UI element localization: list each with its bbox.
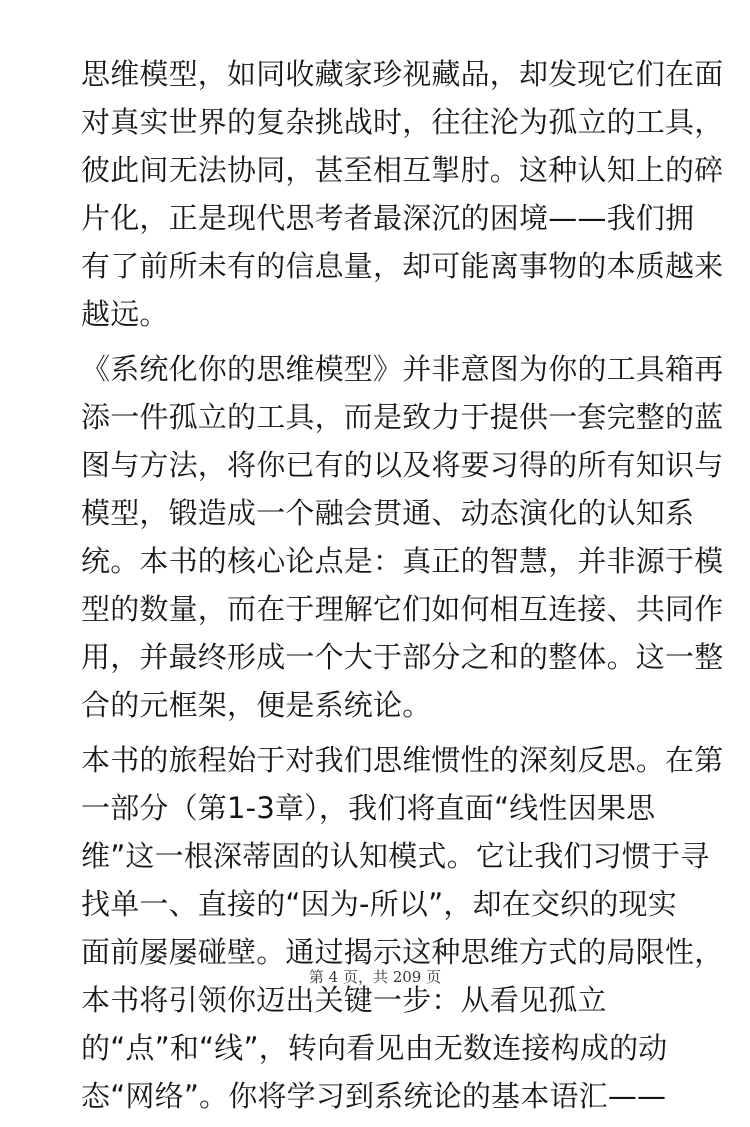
text-line: 对真实世界的复杂挑战时，往往沦为孤立的工具，: [81, 105, 724, 139]
text-line: 图与方法，将你已有的以及将要习得的所有知识与: [81, 448, 724, 482]
text-line: 《系统化你的思维模型》并非意图为你的工具箱再: [81, 352, 724, 386]
paragraph-1: [81, 50, 724, 338]
text-line: 用，并最终形成一个大于部分之和的整体。这一整: [81, 640, 724, 674]
text-line: 模型，锻造成一个融会贯通、动态演化的认知系: [81, 496, 695, 530]
page-number-footer: 第 4 页，共 209 页: [308, 968, 442, 986]
text-line: 思维模型，如同收藏家珍视藏品，却发现它们在面: [81, 57, 724, 91]
text-line: 添一件孤立的工具，而是致力于提供一套完整的蓝: [81, 400, 724, 434]
text-line: 有了前所未有的信息量，却可能离事物的本质越来: [81, 249, 724, 283]
text-line: 的“点”和“线”，转向看见由无数连接构成的动: [81, 1031, 668, 1065]
text-line: 一部分（第1-3章），我们将直面“线性因果思: [81, 791, 656, 825]
paragraph-3: [81, 736, 724, 1120]
text-line: 合的元框架，便是系统论。: [81, 688, 432, 722]
text-line: 彼此间无法协同，甚至相互掣肘。这种认知上的碎: [81, 153, 724, 187]
text-line: 维”这一根深蒂固的认知模式。它让我们习惯于寻: [81, 839, 710, 873]
text-line: 面前屡屡碰壁。通过揭示这种思维方式的局限性，: [81, 935, 724, 969]
text-line: 片化，正是现代思考者最深沉的困境——我们拥: [81, 201, 695, 235]
paragraph-2: [81, 345, 724, 729]
text-line: 型的数量，而在于理解它们如何相互连接、共同作: [81, 592, 724, 626]
text-line: 态“网络”。你将学习到系统论的基本语汇——: [81, 1079, 667, 1113]
text-line: 找单一、直接的“因为-所以”，却在交织的现实: [81, 887, 677, 921]
text-line: 本书的旅程始于对我们思维惯性的深刻反思。在第: [81, 743, 724, 777]
text-line: 越远。: [81, 297, 169, 331]
text-line: 本书将引领你迈出关键一步：从看见孤立: [81, 983, 607, 1017]
text-line: 统。本书的核心论点是：真正的智慧，并非源于模: [81, 544, 724, 578]
